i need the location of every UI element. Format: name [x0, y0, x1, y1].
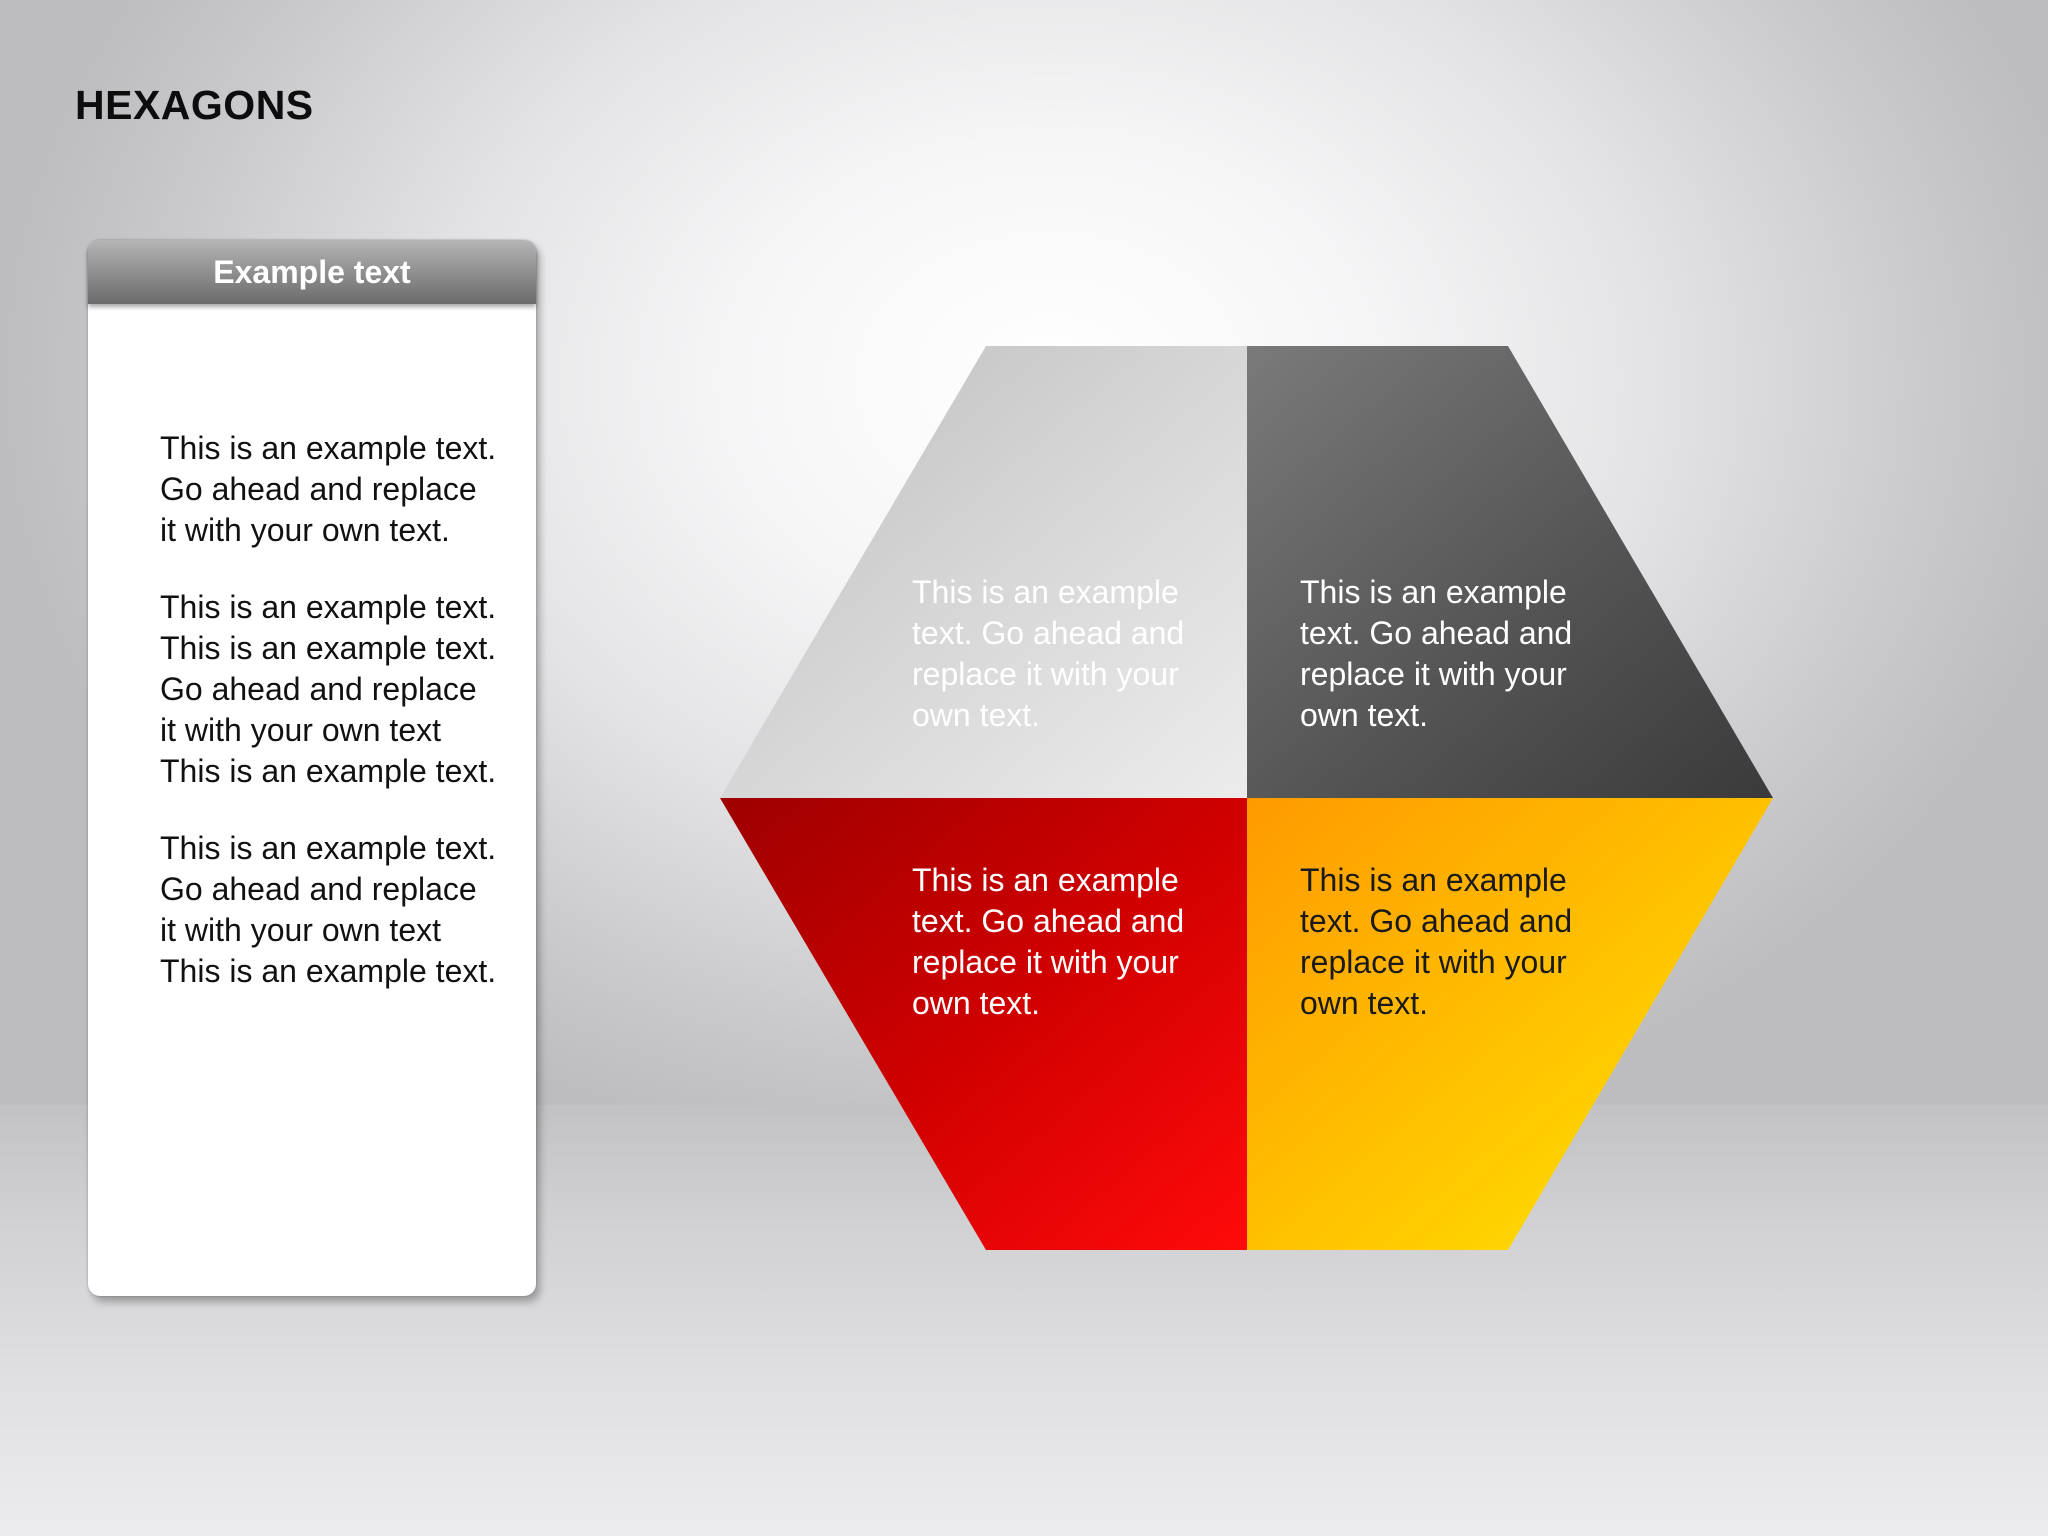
quadrant-text-top-right: This is an example text. Go ahead and replace it with your own text. [1300, 574, 1573, 733]
quadrant-text-top-left: This is an example text. Go ahead and replace it with your own text. [912, 574, 1185, 733]
quadrant-text-bottom-left: This is an example text. Go ahead and replace it with your own text. [912, 862, 1185, 1021]
panel-paragraph-3: This is an example text. Go ahead and replace it with your own text This is an example text. [160, 830, 497, 989]
panel-paragraph-2: This is an example text. This is an example text. Go ahead and replace it with your own text This is an example text. [160, 589, 497, 789]
slide-title: HEXAGONS [75, 82, 314, 128]
panel-header: Example text [88, 240, 536, 304]
panel-paragraph-1: This is an example text. Go ahead and replace it with your own text. [160, 430, 497, 548]
quadrant-text-bottom-right: This is an example text. Go ahead and replace it with your own text. [1300, 862, 1573, 1021]
